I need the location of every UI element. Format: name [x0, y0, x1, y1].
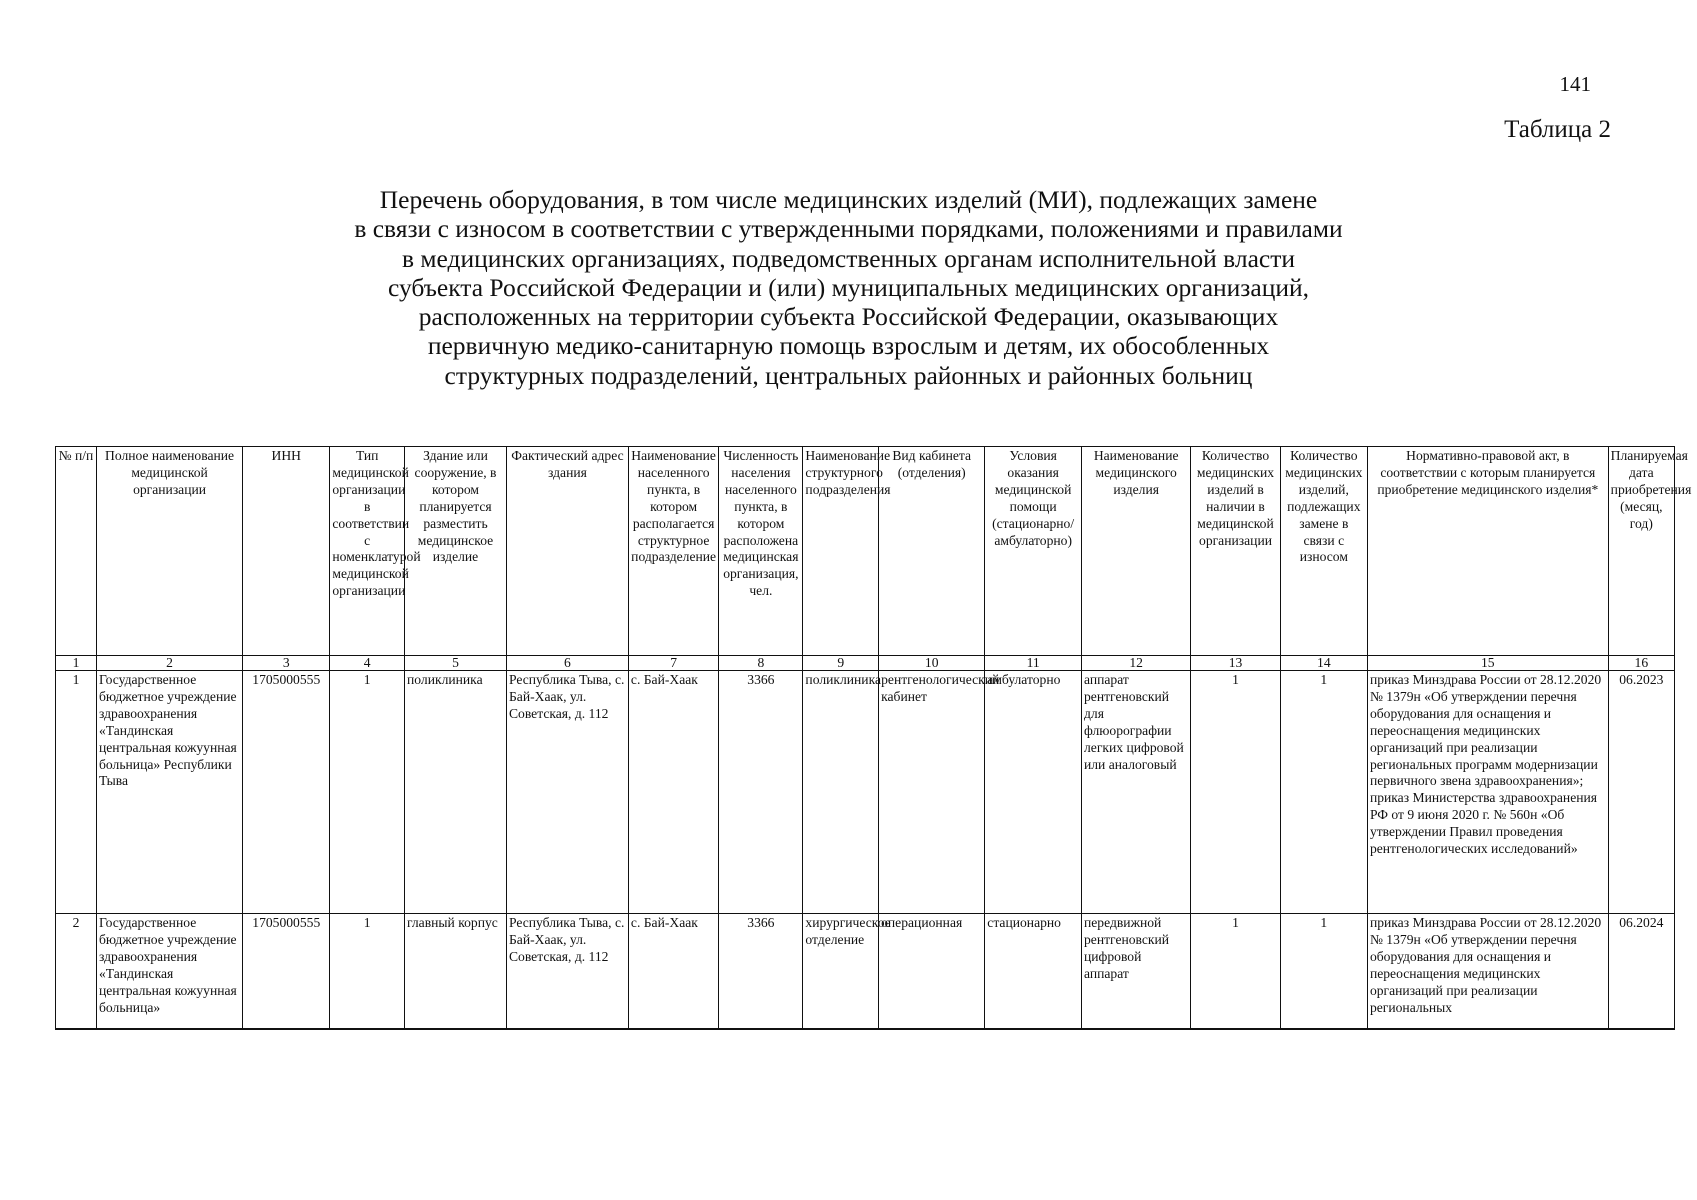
organization-name: Государственное бюджетное учреждение здравоохранения «Тандинская центральная кожуунная больница» — [97, 914, 243, 1030]
legal-act: приказ Минздрава России от 28.12.2020 № 1379н «Об утверждении перечня оборудования для оснащения и переоснащения медицинских организаций при реализации региональных программ модернизации первичного звена здравоохранения»; приказ Министерства здравоохранения РФ от 9 июня 2020 г. № 560н «Об утверждении Правил проведения рентгенологических исследований» — [1367, 671, 1608, 914]
header-cell: Нормативно-правовой акт, в соответствии с которым планируется приобретение медицинского изделия* — [1367, 447, 1608, 656]
title-line: первичную медико-санитарную помощь взрослым и детям, их обособленных — [427, 331, 1270, 361]
cabinet-type: операционная — [879, 914, 985, 1030]
title-line: субъекта Российской Федерации и (или) муниципальных медицинских организаций, — [387, 272, 1310, 302]
column-number: 8 — [719, 656, 803, 671]
column-number: 3 — [243, 656, 330, 671]
column-number: 2 — [97, 656, 243, 671]
column-number: 6 — [506, 656, 628, 671]
header-cell: Количество медицинских изделий, подлежащих замене в связи с износом — [1280, 447, 1367, 656]
header-cell: Наименование населенного пункта, в котором располагается структурное подразделение — [628, 447, 718, 656]
title-line: расположенных на территории субъекта Российской Федерации, оказывающих — [418, 302, 1279, 332]
planned-date: 06.2024 — [1608, 914, 1674, 1030]
column-number: 16 — [1608, 656, 1674, 671]
care-conditions: амбулаторно — [985, 671, 1082, 914]
title-line: в медицинских организациях, подведомственных органам исполнительной власти — [401, 243, 1296, 273]
building: главный корпус — [405, 914, 507, 1030]
header-cell: Планируемая дата приобретения (месяц, год) — [1608, 447, 1674, 656]
column-number: 12 — [1082, 656, 1191, 671]
org-type: 1 — [330, 914, 405, 1030]
equipment-table — [55, 446, 1692, 1030]
qty-available: 1 — [1191, 671, 1280, 914]
building: поликлиника — [405, 671, 507, 914]
title-line: Перечень оборудования, в том числе медицинских изделий (МИ), подлежащих замене — [379, 185, 1318, 214]
header-cell: Наименование структурного подразделения — [803, 447, 879, 656]
address: Республика Тыва, с. Бай-Хаак, ул. Советская, д. 112 — [506, 671, 628, 914]
settlement: с. Бай-Хаак — [628, 914, 718, 1030]
table-row — [56, 914, 1675, 1030]
subdivision: хирургическое отделение — [803, 914, 879, 1030]
header-cell: Полное наименование медицинской организации — [97, 447, 243, 656]
column-number: 15 — [1367, 656, 1608, 671]
header-cell: Тип медицинской организации в соответствии с номенклатурой медицинской организации — [330, 447, 405, 656]
table-label: Таблица 2 — [1504, 116, 1611, 143]
device-name: аппарат рентгеновский для флюорографии легких цифровой или аналоговый — [1082, 671, 1191, 914]
subdivision: поликлиника — [803, 671, 879, 914]
header-cell: Условия оказания медицинской помощи (стационарно/амбулаторно) — [985, 447, 1082, 656]
title-line: в связи с износом в соответствии с утвержденными порядками, положениями и правилами — [354, 214, 1343, 244]
header-cell: № п/п — [56, 447, 97, 656]
device-name: передвижной рентгеновский цифровой аппарат — [1082, 914, 1191, 1030]
address: Республика Тыва, с. Бай-Хаак, ул. Советская, д. 112 — [506, 914, 628, 1030]
column-number: 1 — [56, 656, 97, 671]
column-number: 11 — [985, 656, 1082, 671]
row-number: 1 — [56, 671, 97, 914]
qty-available: 1 — [1191, 914, 1280, 1030]
planned-date: 06.2023 — [1608, 671, 1674, 914]
inn-value: 1705000555 — [243, 914, 330, 1030]
table-row — [56, 671, 1675, 914]
column-number-row — [56, 656, 1675, 671]
population: 3366 — [719, 671, 803, 914]
inn-value: 1705000555 — [243, 671, 330, 914]
header-cell: ИНН — [243, 447, 330, 656]
org-type: 1 — [330, 671, 405, 914]
organization-name: Государственное бюджетное учреждение здравоохранения «Тандинская центральная кожуунная больница» Республики Тыва — [97, 671, 243, 914]
row-number: 2 — [56, 914, 97, 1030]
legal-act: приказ Минздрава России от 28.12.2020 № 1379н «Об утверждении перечня оборудования для оснащения и переоснащения медицинских организаций при реализации региональных — [1367, 914, 1608, 1030]
care-conditions: стационарно — [985, 914, 1082, 1030]
header-cell: Наименование медицинского изделия — [1082, 447, 1191, 656]
column-number: 9 — [803, 656, 879, 671]
table-header-row — [56, 447, 1675, 656]
title-line: структурных подразделений, центральных районных и районных больниц — [444, 360, 1253, 390]
cabinet-type: рентгенологический кабинет — [879, 671, 985, 914]
qty-replace: 1 — [1280, 914, 1367, 1030]
header-cell: Здание или сооружение, в котором планируется разместить медицинское изделие — [405, 447, 507, 656]
header-cell: Количество медицинских изделий в наличии в медицинской организации — [1191, 447, 1280, 656]
qty-replace: 1 — [1280, 671, 1367, 914]
page-number: 141 — [1559, 72, 1591, 96]
column-number: 13 — [1191, 656, 1280, 671]
settlement: с. Бай-Хаак — [628, 671, 718, 914]
header-cell: Фактический адрес здания — [506, 447, 628, 656]
population: 3366 — [719, 914, 803, 1030]
column-number: 10 — [879, 656, 985, 671]
column-number: 14 — [1280, 656, 1367, 671]
header-cell: Вид кабинета (отделения) — [879, 447, 985, 656]
column-number: 5 — [405, 656, 507, 671]
column-number: 4 — [330, 656, 405, 671]
column-number: 7 — [628, 656, 718, 671]
header-cell: Численность населения населенного пункта, в котором расположена медицинская организация, чел. — [719, 447, 803, 656]
document-title — [0, 185, 1697, 390]
